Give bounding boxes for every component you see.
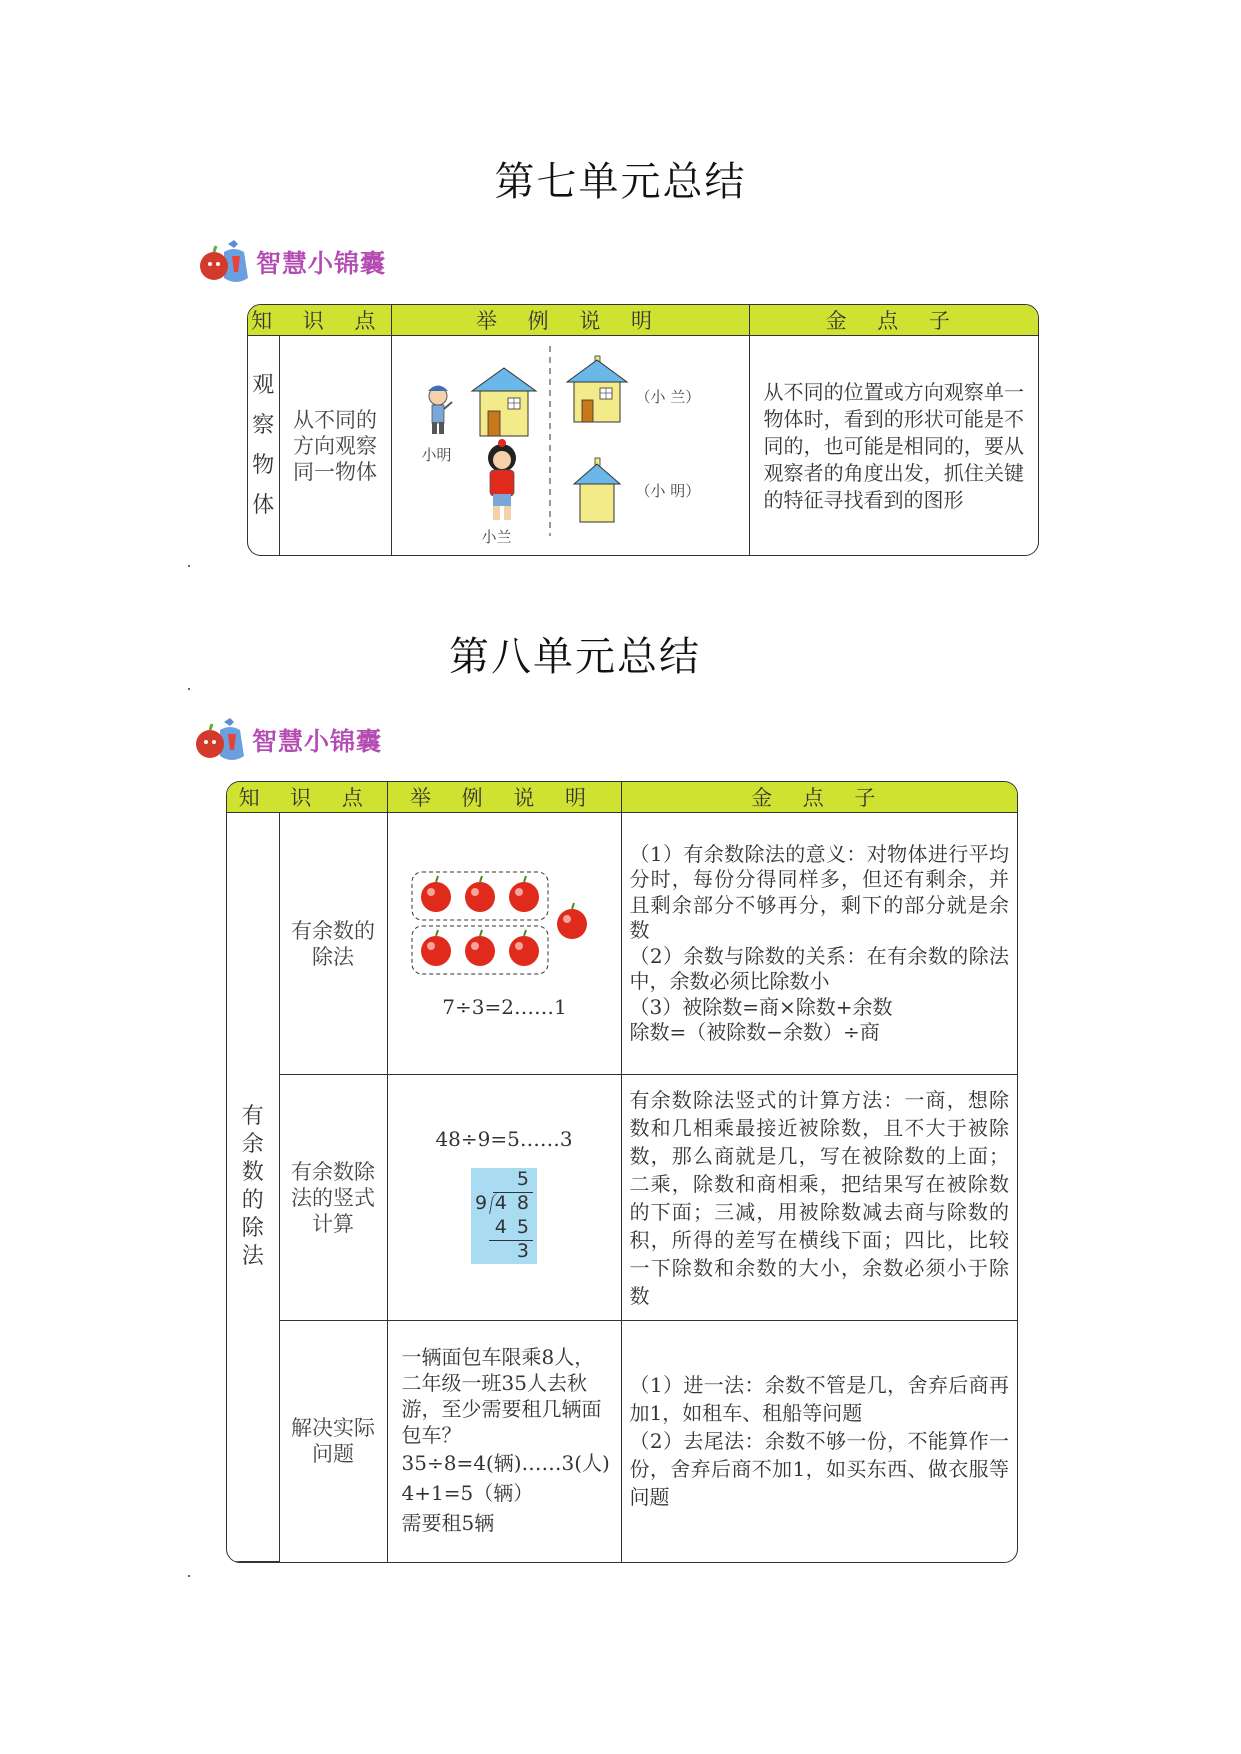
- division-quotient: 5: [516, 1168, 530, 1190]
- unit8-row1-tip-4: 除数=（被除数−余数）÷商: [629, 1020, 880, 1044]
- unit8-row2-tip-1: 有余数除法竖式的计算方法：一商，想除数和几相乘最接近被除数，且不大于被除数，那么商就是几，写在被除数的上面；二乘，除数和商相乘，把结果写在被除数的下面；三减，用被除数减去商与除数的积，所得的差写在横线下面；四比，比较一下除数和余数的大小，余数必须小于除数: [629, 1087, 1009, 1308]
- unit8-row1-tip-3: （3）被除数=商×除数+余数: [629, 994, 893, 1019]
- division-dividend: 4 8: [494, 1192, 532, 1214]
- unit8-row3-step-1: 35÷8=4(辆)……3(人): [401, 1451, 610, 1476]
- apple-icon: [509, 930, 539, 966]
- division-remainder: 3: [516, 1240, 530, 1262]
- unit8-header-example: 举 例 说 明: [387, 782, 621, 813]
- unit7-category-text: 观察物体: [252, 373, 275, 518]
- apple-icon: [557, 903, 587, 939]
- unit8-row1-tip-2: （2）余数与除数的关系：在有余数的除法中，余数必须比除数小: [629, 943, 1009, 993]
- unit7-header-example: 举 例 说 明: [391, 305, 749, 336]
- apple-icon: [465, 876, 495, 912]
- unit8-table: [226, 781, 1018, 1563]
- unit8-row3-topic-text: 解决实际问题: [291, 1416, 375, 1467]
- unit8-row2-topic-text: 有余数除法的竖式计算: [291, 1159, 375, 1236]
- unit7-badge: [198, 238, 386, 286]
- apple-icon: [509, 876, 539, 912]
- unit7-tip-text: 从不同的位置或方向观察单一物体时，看到的形状可能是不同的，也可能是相同的，要从观察者的角度出发，抓住关键的特征寻找看到的图形: [763, 379, 1024, 512]
- division-product: 4 5: [494, 1216, 532, 1238]
- unit7-title: 第七单元总结: [494, 159, 747, 205]
- label-boy: 小明: [421, 446, 452, 464]
- unit8-row1-example: [387, 813, 621, 1075]
- apple-icon: [421, 930, 451, 966]
- unit8-row1-topic: [279, 813, 387, 1075]
- unit7-example: [391, 336, 749, 557]
- unit7-tip: [749, 336, 1038, 557]
- unit7-category: [248, 336, 279, 557]
- unit8-row2-tips: [621, 1075, 1017, 1321]
- boy-figure: [428, 386, 452, 435]
- unit8-row1-tips: [621, 813, 1017, 1075]
- unit7-header-knowledge: 知 识 点: [248, 305, 391, 336]
- unit8-row3-tip-1: （1）进一法：余数不管是几，舍弃后商再加1，如租车、租船等问题: [629, 1373, 1009, 1426]
- unit8-header-knowledge: 知 识 点: [227, 782, 387, 813]
- apple-icon: [421, 876, 451, 912]
- division-divisor: 9: [475, 1192, 488, 1214]
- unit8-row3-tips: [621, 1321, 1017, 1562]
- long-division: [471, 1168, 537, 1264]
- unit8-row1-topic-text: 有余数的除法: [291, 918, 375, 969]
- unit8-row3-example: [387, 1321, 621, 1562]
- unit8-title: 第八单元总结: [449, 634, 701, 680]
- unit8-badge-text: 智慧小锦囊: [252, 727, 383, 756]
- unit8-row3-problem: 一辆面包车限乘8人，二年级一班35人去秋游，至少需要租几辆面包车？: [401, 1345, 602, 1448]
- unit8-row3-topic: [279, 1321, 387, 1562]
- unit8-row3-answer: 需要租5辆: [401, 1511, 495, 1536]
- label-view-ming: （小 明）: [635, 482, 701, 500]
- unit8-row3-step-2: 4+1=5（辆）: [401, 1481, 534, 1506]
- unit8-row2-equation: 48÷9=5……3: [435, 1127, 573, 1151]
- unit8-category: [227, 813, 279, 1562]
- apple-icon: [465, 930, 495, 966]
- unit7-topic-text: 从不同的方向观察同一物体: [293, 408, 377, 484]
- unit7-header-tips: 金 点 子: [749, 305, 1038, 336]
- unit7-topic: [279, 336, 391, 557]
- unit7-table: [247, 304, 1039, 556]
- girl-figure: [488, 439, 516, 520]
- unit8-row1-equation: 7÷3=2……1: [442, 995, 567, 1019]
- unit8-row2-example: [387, 1075, 621, 1321]
- unit7-badge-text: 智慧小锦囊: [256, 249, 387, 278]
- apple-bag-icon: [194, 716, 246, 764]
- apple-bag-icon: [198, 238, 250, 286]
- unit8-badge: [194, 716, 382, 764]
- unit8-row3-tip-2: （2）去尾法：余数不够一份，不能算作一份，舍弃后商不加1，如买东西、做衣服等问题: [629, 1429, 1009, 1510]
- label-view-lan: （小 兰）: [635, 388, 701, 406]
- unit8-row2-topic: [279, 1075, 387, 1321]
- unit8-header-tips: 金 点 子: [621, 782, 1017, 813]
- unit8-category-text: 有余数的除法: [241, 1104, 264, 1269]
- unit8-row1-tip-1: （1）有余数除法的意义：对物体进行平均分时，每份分得同样多，但还有剩余，并且剩余部分不够再分，剩下的部分就是余数: [629, 841, 1009, 942]
- label-girl: 小兰: [481, 528, 512, 546]
